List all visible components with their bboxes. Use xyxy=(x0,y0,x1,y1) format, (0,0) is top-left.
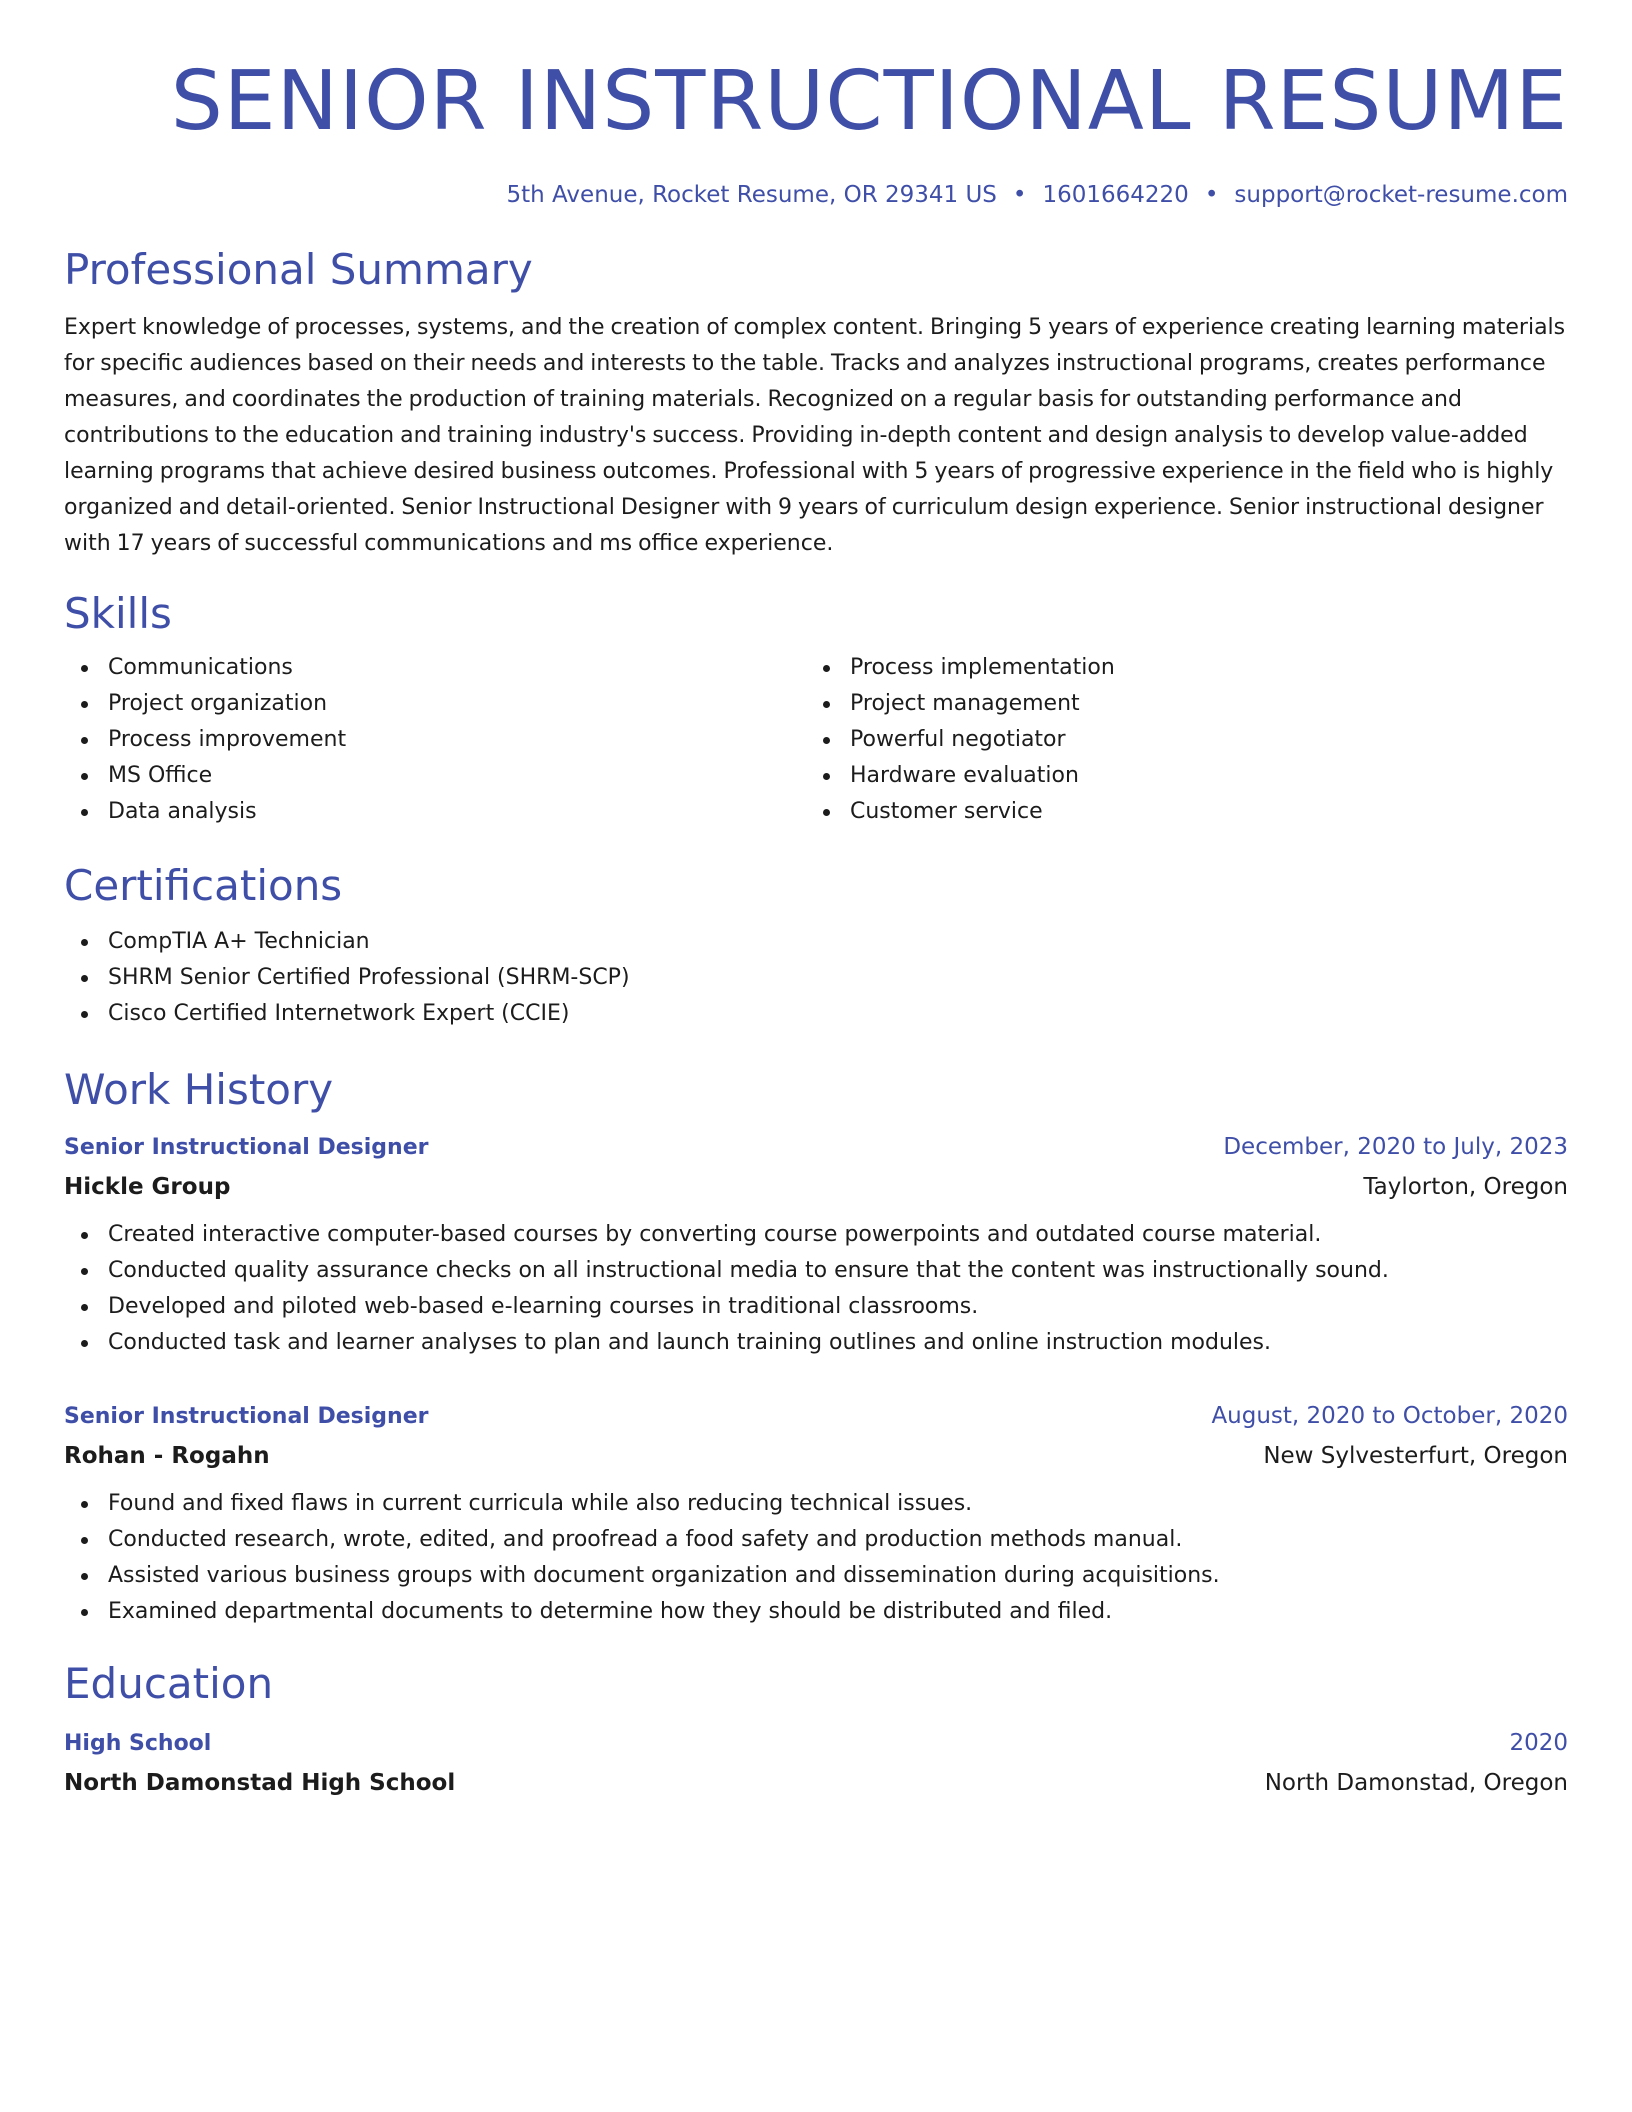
job-bullet: Conducted research, wrote, edited, and proofread a food safety and production methods manual. xyxy=(64,1522,1568,1558)
job-dates: August, 2020 to October, 2020 xyxy=(1211,1403,1568,1429)
job-entry xyxy=(64,1128,1568,1361)
skills-columns xyxy=(64,650,1568,830)
education-entry xyxy=(64,1724,1568,1803)
job-company: Rohan - Rogahn xyxy=(64,1443,270,1469)
skill-item: Powerful negotiator xyxy=(806,722,1548,758)
section-title-certifications: Certifications xyxy=(64,861,343,910)
skill-item: Project organization xyxy=(64,686,806,722)
skill-item: Communications xyxy=(64,650,806,686)
section-title-education: Education xyxy=(64,1659,274,1708)
job-dates: December, 2020 to July, 2023 xyxy=(1223,1134,1568,1160)
resume-page xyxy=(64,52,1568,1803)
certification-item: Cisco Certified Internetwork Expert (CCIE) xyxy=(64,996,1568,1032)
job-bullets xyxy=(64,1486,1568,1630)
job-bullet: Conducted quality assurance checks on all instructional media to ensure that the content was instructionally sound. xyxy=(64,1253,1568,1289)
contact-address: 5th Avenue, Rocket Resume, OR 29341 US xyxy=(506,182,997,208)
section-title-skills: Skills xyxy=(64,589,172,638)
job-location: Taylorton, Oregon xyxy=(1363,1174,1568,1200)
contact-line xyxy=(64,178,1568,212)
contact-separator: • xyxy=(1012,182,1027,208)
skill-item: MS Office xyxy=(64,758,806,794)
resume-title: SENIOR INSTRUCTIONAL RESUME xyxy=(170,54,1568,149)
contact-email: support@rocket-resume.com xyxy=(1234,182,1568,208)
section-title-work-history: Work History xyxy=(64,1065,334,1114)
skills-list-right xyxy=(806,650,1548,830)
education-location: North Damonstad, Oregon xyxy=(1264,1770,1568,1796)
skill-item: Customer service xyxy=(806,794,1548,830)
skills-list-left xyxy=(64,650,806,830)
job-location: New Sylvesterfurt, Oregon xyxy=(1263,1443,1568,1469)
job-bullet: Examined departmental documents to determine how they should be distributed and filed. xyxy=(64,1594,1568,1630)
job-company: Hickle Group xyxy=(64,1174,231,1200)
contact-phone: 1601664220 xyxy=(1042,182,1189,208)
summary-text: Expert knowledge of processes, systems, and the creation of complex content. Bringing 5 years of experience creating learning materials for specific audiences based on their needs and interests to the table. Tracks and analyzes instructional programs, creates performance measures, and coordinates the production of training materials. Recognized on a regular basis for outstanding performance and contributions to the education and training industry's success. Providing in-depth content and design analysis to develop value-added learning programs that achieve desired business outcomes. Professional with 5 years of progressive experience in the field who is highly organized and detail-oriented. Senior Instructional Designer with 9 years of curriculum design experience. Senior instructional designer with 17 years of successful communications and ms office experience. xyxy=(64,315,1566,556)
certification-item: SHRM Senior Certified Professional (SHRM-SCP) xyxy=(64,960,1568,996)
education-degree: High School xyxy=(64,1731,212,1756)
job-bullet: Developed and piloted web-based e-learning courses in traditional classrooms. xyxy=(64,1289,1568,1325)
certifications-list xyxy=(64,924,1568,1032)
job-role: Senior Instructional Designer xyxy=(64,1404,429,1429)
education-school: North Damonstad High School xyxy=(64,1770,456,1796)
section-title-summary: Professional Summary xyxy=(64,245,533,294)
job-bullet: Assisted various business groups with document organization and dissemination during acquisitions. xyxy=(64,1558,1568,1594)
skill-item: Project management xyxy=(806,686,1548,722)
contact-separator: • xyxy=(1204,182,1219,208)
certification-item: CompTIA A+ Technician xyxy=(64,924,1568,960)
job-entry xyxy=(64,1397,1568,1630)
job-bullet: Found and fixed flaws in current curricula while also reducing technical issues. xyxy=(64,1486,1568,1522)
education-year: 2020 xyxy=(1509,1730,1568,1756)
skill-item: Process implementation xyxy=(806,650,1548,686)
job-bullets xyxy=(64,1217,1568,1361)
job-role: Senior Instructional Designer xyxy=(64,1135,429,1160)
skill-item: Data analysis xyxy=(64,794,806,830)
skill-item: Hardware evaluation xyxy=(806,758,1548,794)
job-bullet: Conducted task and learner analyses to plan and launch training outlines and online instruction modules. xyxy=(64,1325,1568,1361)
job-bullet: Created interactive computer-based courses by converting course powerpoints and outdated course material. xyxy=(64,1217,1568,1253)
skill-item: Process improvement xyxy=(64,722,806,758)
